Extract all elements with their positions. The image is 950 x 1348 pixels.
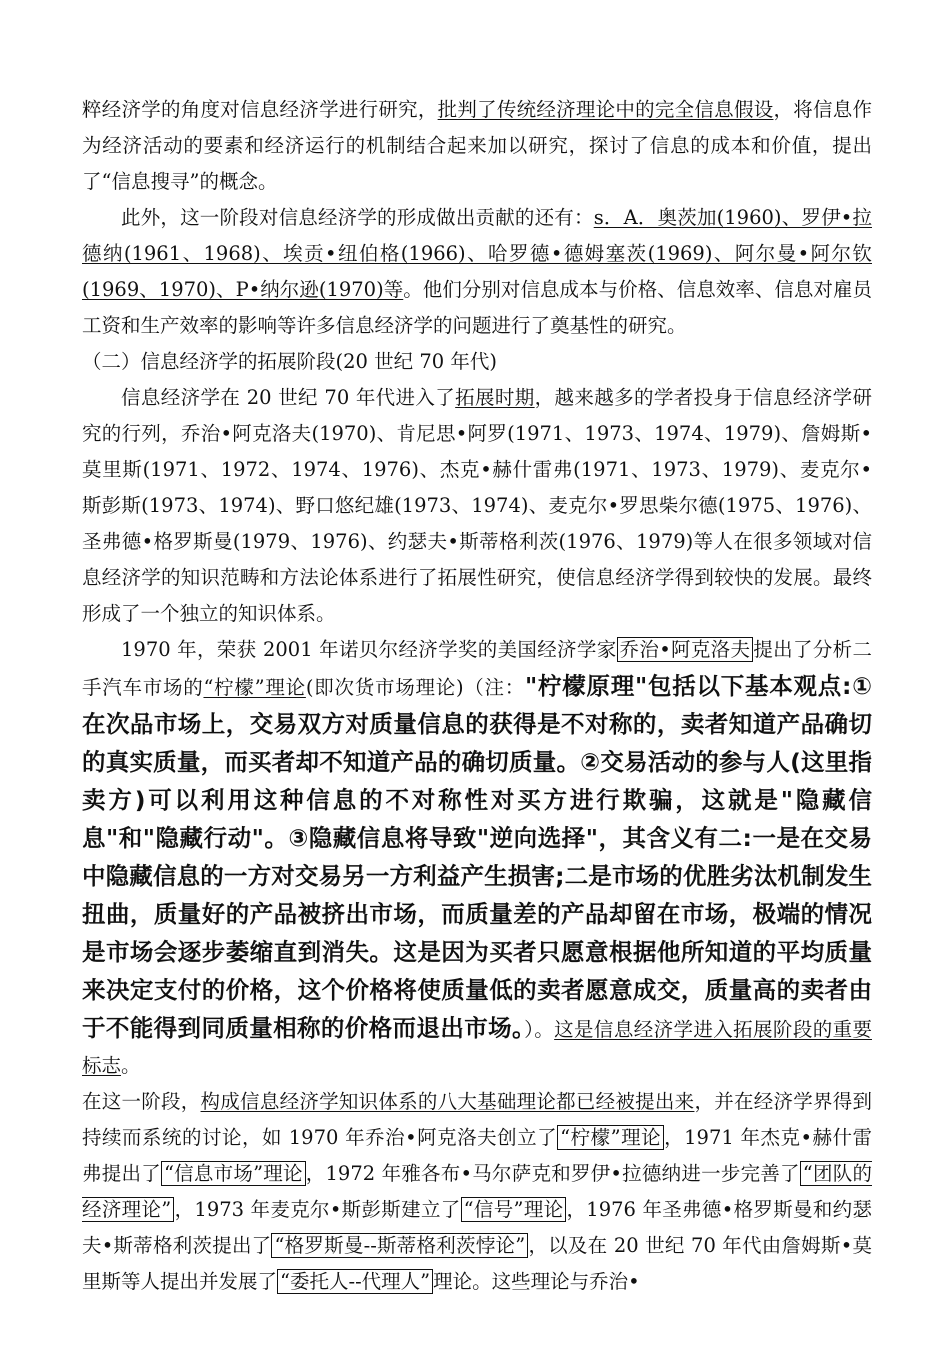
boxed-theory: “团队的经济理论” [82, 1162, 872, 1221]
paragraph-4: 1970 年，荣获 2001 年诺贝尔经济学奖的美国经济学家 乔治•阿克洛夫 提出了分析二手汽车市场的“柠檬”理论(即次货市场理论)（注："柠檬原理"包括以下基本观点:① 在次品市场上，交易双方对质量信息的获得是不对称的，卖者知道产品确切的真实质量，而买者却不知道产品的确切质量。②交易活动的参与人(这里指卖方)可以利用这种信息的不对称性对买方进行欺骗，这就是"隐藏信息"和"隐藏行动"。③隐藏信息将导致"逆向选择"，其含义有二:一是在交易中隐藏信息的一方对交易另一方利益产生损害;二是市场的优胜劣汰机制发生扭曲，质量好的产品被挤出市场，而质量差的产品却留在市场，极端的情况是市场会逐步萎缩直到消失。这是因为买者只愿意根据他所知道的平均质量来决定支付的价格，这个价格将使质量低的卖者愿意成交，质量高的卖者由于不能得到同质量相称的价格而退出市场。）。这是信息经济学进入拓展阶段的重要标志。 [82, 638, 872, 1077]
boxed-theory: “委托人--代理人” [277, 1269, 433, 1294]
section-heading: （二）信息经济学的拓展阶段(20 世纪 70 年代) [82, 350, 497, 373]
boxed-theory: “格罗斯曼--斯蒂格利茨悖论” [271, 1233, 528, 1258]
underlined-phrase: 构成信息经济学知识体系的八大基础理论都已经被提出来 [200, 1090, 695, 1113]
boxed-theory: “信号”理论 [461, 1197, 567, 1222]
underlined-phrase: 这是信息经济学进入拓展阶段的重要标志 [82, 1018, 872, 1077]
underlined-phrase: 批判了传统经济理论中的完全信息假设 [437, 98, 774, 121]
underlined-contributors: s．A．奥茨加(1960)、罗伊•拉德纳(1961、1968)、埃贡•纽伯格(1966)、哈罗德•德姆塞茨(1969)、阿尔曼•阿尔钦(1969、1970)、P•纳尔逊(1970)等 [82, 206, 872, 301]
lemon-principle-note: "柠檬原理"包括以下基本观点:① 在次品市场上，交易双方对质量信息的获得是不对称的，卖者知道产品确切的真实质量，而买者却不知道产品的确切质量。②交易活动的参与人(这里指卖方)可以利用这种信息的不对称性对买方进行欺骗，这就是"隐藏信息"和"隐藏行动"。③隐藏信息将导致"逆向选择"，其含义有二:一是在交易中隐藏信息的一方对交易另一方利益产生损害;二是市场的优胜劣汰机制发生扭曲，质量好的产品被挤出市场，而质量差的产品却留在市场，极端的情况是市场会逐步萎缩直到消失。这是因为买者只愿意根据他所知道的平均质量来决定支付的价格，这个价格将使质量低的卖者愿意成交，质量高的卖者由于不能得到同质量相称的价格而退出市场。 [82, 672, 872, 1042]
paragraph-5: 在这一阶段，构成信息经济学知识体系的八大基础理论都已经被提出来，并在经济学界得到持续而系统的讨论，如 1970 年乔治•阿克洛夫创立了 “柠檬”理论 ，1971 年杰克•赫什雷弗提出了 “信息市场”理论 ，1972 年雅各布•马尔萨克和罗伊•拉德纳进一步完善了 “团队的经济理论” ，1973 年麦克尔•斯彭斯建立了 “信号”理论 ，1976 年圣弗德•格罗斯曼和约瑟夫•斯蒂格利茨提出了 “格罗斯曼--斯蒂格利茨悖论” ，以及在 20 世纪 70 年代由詹姆斯•莫里斯等人提出并发展了 “委托人--代理人” 理论。这些理论与乔治• [82, 1090, 872, 1293]
boxed-theory: “信息市场”理论 [161, 1161, 306, 1186]
paragraph-3: 信息经济学在 20 世纪 70 年代进入了拓展时期，越来越多的学者投身于信息经济学研究的行列，乔治•阿克洛夫(1970)、肯尼思•阿罗(1971、1973、1974、1979)、詹姆斯•莫里斯(1971、1972、1974、1976)、杰克•赫什雷弗(1971、1973、1979)、麦克尔•斯彭斯(1973、1974)、野口悠纪雄(1973、1974)、麦克尔•罗思柴尔德(1975、1976)、圣弗德•格罗斯曼(1979、1976)、约瑟夫•斯蒂格利茨(1976、1979)等人在很多领域对信息经济学的知识范畴和方法论体系进行了拓展性研究，使信息经济学得到较快的发展。最终形成了一个独立的知识体系。 [82, 386, 872, 625]
document-page [82, 92, 872, 1300]
paragraph-1: 粹经济学的角度对信息经济学进行研究，批判了传统经济理论中的完全信息假设，将信息作为经济活动的要素和经济运行的机制结合起来加以研究，探讨了信息的成本和价值，提出了“信息搜寻”的概念。 [82, 98, 872, 193]
underlined-theory: “柠檬”理论 [203, 676, 306, 699]
underlined-phrase: 拓展时期 [455, 386, 535, 409]
paragraph-2: 此外，这一阶段对信息经济学的形成做出贡献的还有：s．A．奥茨加(1960)、罗伊•拉德纳(1961、1968)、埃贡•纽伯格(1966)、哈罗德•德姆塞茨(1969)、阿尔曼•阿尔钦(1969、1970)、P•纳尔逊(1970)等。他们分别对信息成本与价格、信息效率、信息对雇员工资和生产效率的影响等许多信息经济学的问题进行了奠基性的研究。 [82, 206, 872, 337]
boxed-name: 乔治•阿克洛夫 [617, 637, 754, 662]
boxed-theory: “柠檬”理论 [557, 1125, 664, 1150]
